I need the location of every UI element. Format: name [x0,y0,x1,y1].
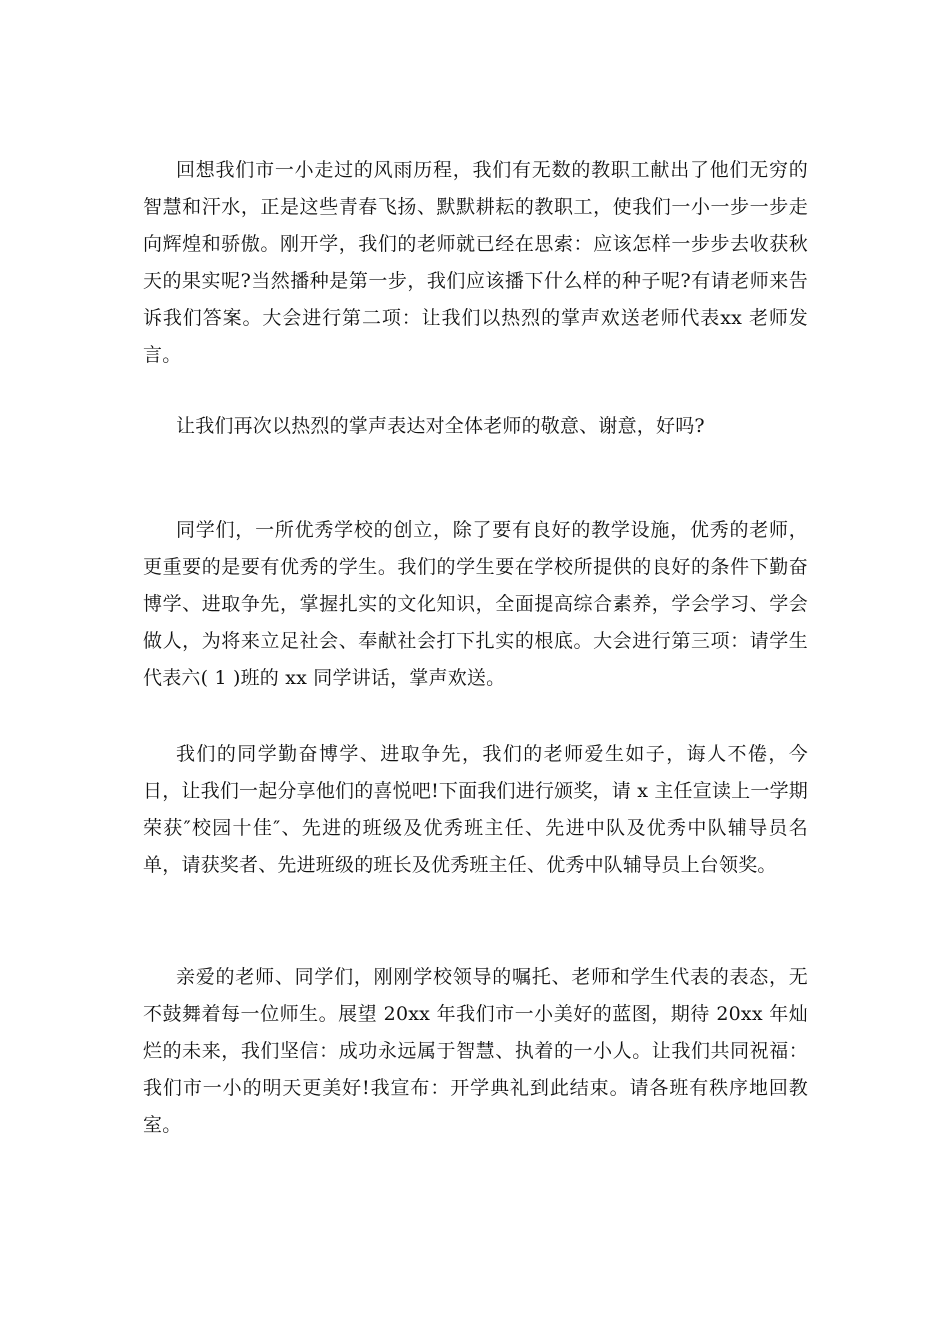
paragraph-closing: 亲爱的老师、同学们，刚刚学校领导的嘱托、老师和学生代表的表态，无不鼓舞着每一位师生。展望 20xx 年我们市一小美好的蓝图，期待 20xx 年灿烂的未来，我们坚信：成功永远属于智慧、执着的一小人。让我们共同祝福：我们市一小的明天更美好!我宣布：开学典礼到此结束。请各班有秩序地回教室。 [143,966,808,1136]
paragraph-thanks-teachers: 让我们再次以热烈的掌声表达对全体老师的敬意、谢意，好吗? [176,415,705,437]
paragraph-awards: 我们的同学勤奋博学、进取争先，我们的老师爱生如子，诲人不倦，今日，让我们一起分享他们的喜悦吧!下面我们进行颁奖，请 x 主任宣读上一学期荣获″校园十佳″、先进的班级及优秀班主任、先进中队及优秀中队辅导员名单，请获奖者、先进班级的班长及优秀班主任、优秀中队辅导员上台领奖。 [143,743,808,876]
paragraph-staff-speech: 回想我们市一小走过的风雨历程，我们有无数的教职工献出了他们无穷的智慧和汗水，正是这些青春飞扬、默默耕耘的教职工，使我们一小一步一步走向辉煌和骄傲。刚开学，我们的老师就已经在思索：应该怎样一步步去收获秋天的果实呢?当然播种是第一步，我们应该播下什么样的种子呢?有请老师来告诉我们答案。大会进行第二项：让我们以热烈的掌声欢送老师代表xx 老师发言。 [143,159,808,366]
paragraph-student-speech: 同学们，一所优秀学校的创立，除了要有良好的教学设施，优秀的老师，更重要的是要有优秀的学生。我们的学生要在学校所提供的良好的条件下勤奋博学、进取争先，掌握扎实的文化知识，全面提高综合素养，学会学习、学会做人，为将来立足社会、奉献社会打下扎实的根底。大会进行第三项：请学生代表六( 1 )班的 xx 同学讲话，掌声欢送。 [143,519,808,689]
